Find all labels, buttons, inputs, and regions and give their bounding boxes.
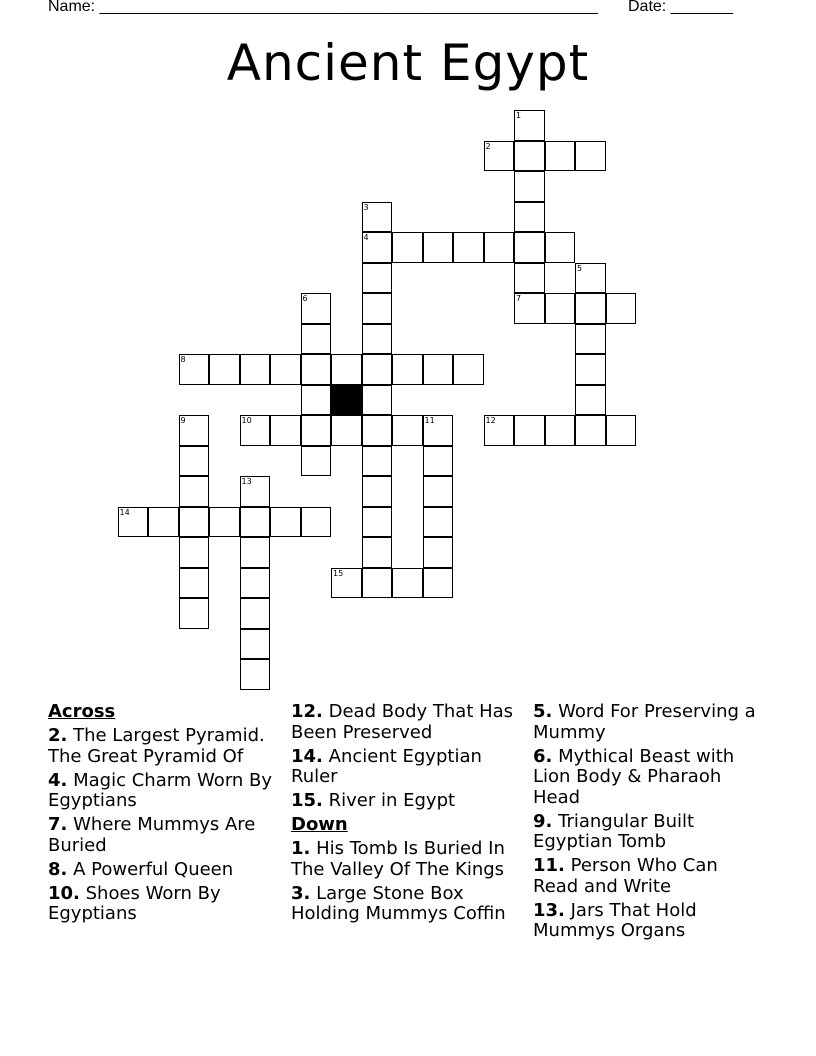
crossword-cell[interactable] — [575, 415, 606, 446]
cell-number: 1 — [516, 111, 522, 120]
crossword-cell[interactable] — [362, 263, 393, 294]
clue-number: 15. — [291, 790, 323, 811]
clue-number: 2. — [48, 725, 68, 746]
crossword-cell[interactable] — [545, 293, 576, 324]
clue-text: Shoes Worn By Egyptians — [48, 882, 221, 924]
crossword-cell[interactable] — [362, 446, 393, 477]
clue-across-14 — [291, 747, 519, 788]
clue-number: 14. — [291, 745, 323, 767]
crossword-cell[interactable] — [179, 354, 210, 385]
crossword-cell[interactable] — [392, 415, 423, 446]
clue-number: 1. — [291, 838, 311, 859]
crossword-cell[interactable] — [270, 354, 301, 385]
crossword-cell[interactable] — [240, 629, 271, 660]
crossword-cell[interactable] — [240, 507, 271, 538]
clues-column-1 — [48, 702, 276, 928]
crossword-cell[interactable] — [575, 324, 606, 355]
clue-down-13 — [533, 901, 761, 942]
crossword-cell[interactable] — [514, 202, 545, 233]
clue-across-10 — [48, 884, 276, 925]
clue-number: 6. — [533, 745, 553, 767]
crossword-cell[interactable] — [270, 415, 301, 446]
crossword-cell[interactable] — [179, 598, 210, 629]
crossword-cell[interactable] — [362, 568, 393, 599]
crossword-cell[interactable] — [362, 202, 393, 233]
clue-across-4 — [48, 771, 276, 812]
clue-across-15 — [291, 791, 519, 812]
clue-text: Large Stone Box Holding Mummys Coffin — [291, 882, 506, 924]
cell-number: 15 — [333, 568, 344, 578]
cell-number: 7 — [516, 294, 522, 303]
clue-text: A Powerful Queen — [73, 858, 234, 880]
crossword-cell[interactable] — [545, 232, 576, 263]
crossword-cell[interactable] — [240, 659, 271, 690]
clue-text: Triangular Built Egyptian Tomb — [533, 810, 695, 852]
crossword-cell[interactable] — [362, 385, 393, 416]
crossword-cell[interactable] — [606, 293, 637, 324]
crossword-cell[interactable] — [179, 537, 210, 568]
crossword-cell[interactable] — [362, 354, 393, 385]
crossword-cell[interactable] — [179, 446, 210, 477]
cell-number: 10 — [241, 416, 252, 425]
clue-number: 4. — [48, 769, 68, 791]
crossword-cell[interactable] — [392, 568, 423, 599]
crossword-cell[interactable] — [484, 141, 515, 172]
cell-number: 3 — [363, 202, 369, 212]
crossword-cell[interactable] — [514, 293, 545, 324]
crossword-cell[interactable] — [362, 476, 393, 507]
crossword-cell[interactable] — [362, 232, 393, 263]
crossword-cell[interactable] — [209, 354, 240, 385]
clue-text: River in Egypt — [328, 790, 456, 811]
clue-down-9 — [533, 812, 761, 853]
crossword-cell[interactable] — [301, 507, 332, 538]
crossword-cell[interactable] — [240, 354, 271, 385]
crossword-cell[interactable] — [209, 507, 240, 538]
clue-down-1 — [291, 839, 519, 880]
clue-text: His Tomb Is Buried In The Valley Of The Kings — [291, 838, 505, 880]
crossword-cell[interactable] — [331, 354, 362, 385]
crossword-cell[interactable] — [575, 293, 606, 324]
crossword-cell[interactable] — [362, 507, 393, 538]
crossword-cell[interactable] — [423, 507, 454, 538]
clue-across-8 — [48, 860, 276, 881]
crossword-cell[interactable] — [575, 141, 606, 172]
crossword-cell[interactable] — [301, 385, 332, 416]
crossword-cell[interactable] — [423, 476, 454, 507]
clue-number: 5. — [533, 701, 553, 722]
crossword-cell[interactable] — [423, 537, 454, 568]
crossword-cell[interactable] — [301, 293, 332, 324]
crossword-cell[interactable] — [423, 232, 454, 263]
clue-across-7 — [48, 815, 276, 856]
name-field[interactable]: Name: ________________________________________________________ — [48, 0, 598, 15]
crossword-cell[interactable] — [179, 568, 210, 599]
clues-column-3 — [533, 702, 761, 945]
crossword-cell[interactable] — [514, 415, 545, 446]
crossword-cell[interactable] — [392, 232, 423, 263]
clue-text: Jars That Hold Mummys Organs — [533, 899, 697, 941]
crossword-cell[interactable] — [240, 415, 271, 446]
crossword-cell[interactable] — [484, 232, 515, 263]
clue-number: 9. — [533, 810, 553, 832]
clue-down-5 — [533, 702, 761, 743]
crossword-cell[interactable] — [331, 415, 362, 446]
crossword-cell[interactable] — [240, 598, 271, 629]
crossword-cell[interactable] — [575, 263, 606, 294]
cell-number: 14 — [119, 507, 130, 517]
crossword-cell[interactable] — [514, 171, 545, 202]
cell-number: 13 — [241, 477, 252, 486]
clue-text: Dead Body That Has Been Preserved — [291, 701, 514, 743]
crossword-cell[interactable] — [301, 324, 332, 355]
crossword-cell[interactable] — [545, 141, 576, 172]
crossword-cell[interactable] — [362, 537, 393, 568]
clue-text: Person Who Can Read and Write — [533, 855, 718, 897]
cell-number: 4 — [363, 233, 369, 242]
crossword-cell[interactable] — [423, 446, 454, 477]
cell-number: 9 — [180, 416, 186, 425]
clue-down-11 — [533, 856, 761, 897]
crossword-cell[interactable] — [301, 354, 332, 385]
crossword-cell[interactable] — [240, 476, 271, 507]
clue-down-6 — [533, 747, 761, 809]
clue-number: 8. — [48, 858, 68, 880]
crossword-cell[interactable] — [118, 507, 149, 538]
crossword-cell[interactable] — [423, 568, 454, 599]
crossword-cell[interactable] — [179, 476, 210, 507]
crossword-cell[interactable] — [240, 537, 271, 568]
page-title: Ancient Egypt — [226, 34, 590, 92]
across-heading: Across — [48, 701, 116, 722]
cell-number: 6 — [302, 294, 308, 303]
crossword-cell[interactable] — [514, 263, 545, 294]
clues-column-2 — [291, 702, 519, 928]
crossword-cell[interactable] — [301, 446, 332, 477]
crossword-cell[interactable] — [240, 568, 271, 599]
clue-text: Ancient Egyptian Ruler — [291, 745, 482, 787]
crossword-cell[interactable] — [514, 141, 545, 172]
crossword-cell[interactable] — [514, 110, 545, 141]
clue-text: Mythical Beast with Lion Body & Pharaoh Head — [533, 745, 735, 808]
crossword-cell[interactable] — [606, 415, 637, 446]
crossword-cell[interactable] — [484, 415, 515, 446]
clue-number: 10. — [48, 882, 80, 904]
crossword-cell[interactable] — [301, 415, 332, 446]
clue-number: 11. — [533, 855, 565, 876]
crossword-cell[interactable] — [545, 415, 576, 446]
crossword-cell[interactable] — [453, 354, 484, 385]
crossword-cell[interactable] — [575, 354, 606, 385]
clue-down-3 — [291, 884, 519, 925]
crossword-cell[interactable] — [423, 354, 454, 385]
crossword-cell[interactable] — [270, 507, 301, 538]
cell-number: 12 — [485, 416, 496, 425]
crossword-cell[interactable] — [575, 385, 606, 416]
crossword-cell[interactable] — [453, 232, 484, 263]
clue-text: Word For Preserving a Mummy — [533, 701, 756, 743]
crossword-cell[interactable] — [362, 324, 393, 355]
clue-across-2 — [48, 726, 276, 767]
clue-number: 13. — [533, 899, 565, 921]
crossword-cell[interactable] — [423, 415, 454, 446]
clue-across-12 — [291, 702, 519, 743]
crossword-cell[interactable] — [148, 507, 179, 538]
clue-number: 12. — [291, 701, 323, 722]
cell-number: 8 — [180, 355, 186, 364]
cell-number: 2 — [485, 141, 491, 151]
clue-number: 7. — [48, 814, 68, 835]
crossword-cell[interactable] — [514, 232, 545, 263]
cell-number: 5 — [577, 263, 583, 273]
crossword-cell[interactable] — [331, 568, 362, 599]
clue-text: Magic Charm Worn By Egyptians — [48, 769, 273, 811]
clue-text: Where Mummys Are Buried — [48, 814, 256, 856]
clue-number: 3. — [291, 882, 311, 904]
date-field[interactable]: Date: _______ — [628, 0, 733, 15]
crossword-cell[interactable] — [179, 415, 210, 446]
crossword-cell[interactable] — [362, 293, 393, 324]
cell-number: 11 — [424, 416, 435, 425]
crossword-cell[interactable] — [392, 354, 423, 385]
clue-text: The Largest Pyramid. The Great Pyramid Of — [48, 725, 265, 767]
down-heading: Down — [291, 814, 348, 835]
crossword-cell[interactable] — [179, 507, 210, 538]
crossword-cell[interactable] — [362, 415, 393, 446]
crossword-block — [331, 385, 362, 416]
